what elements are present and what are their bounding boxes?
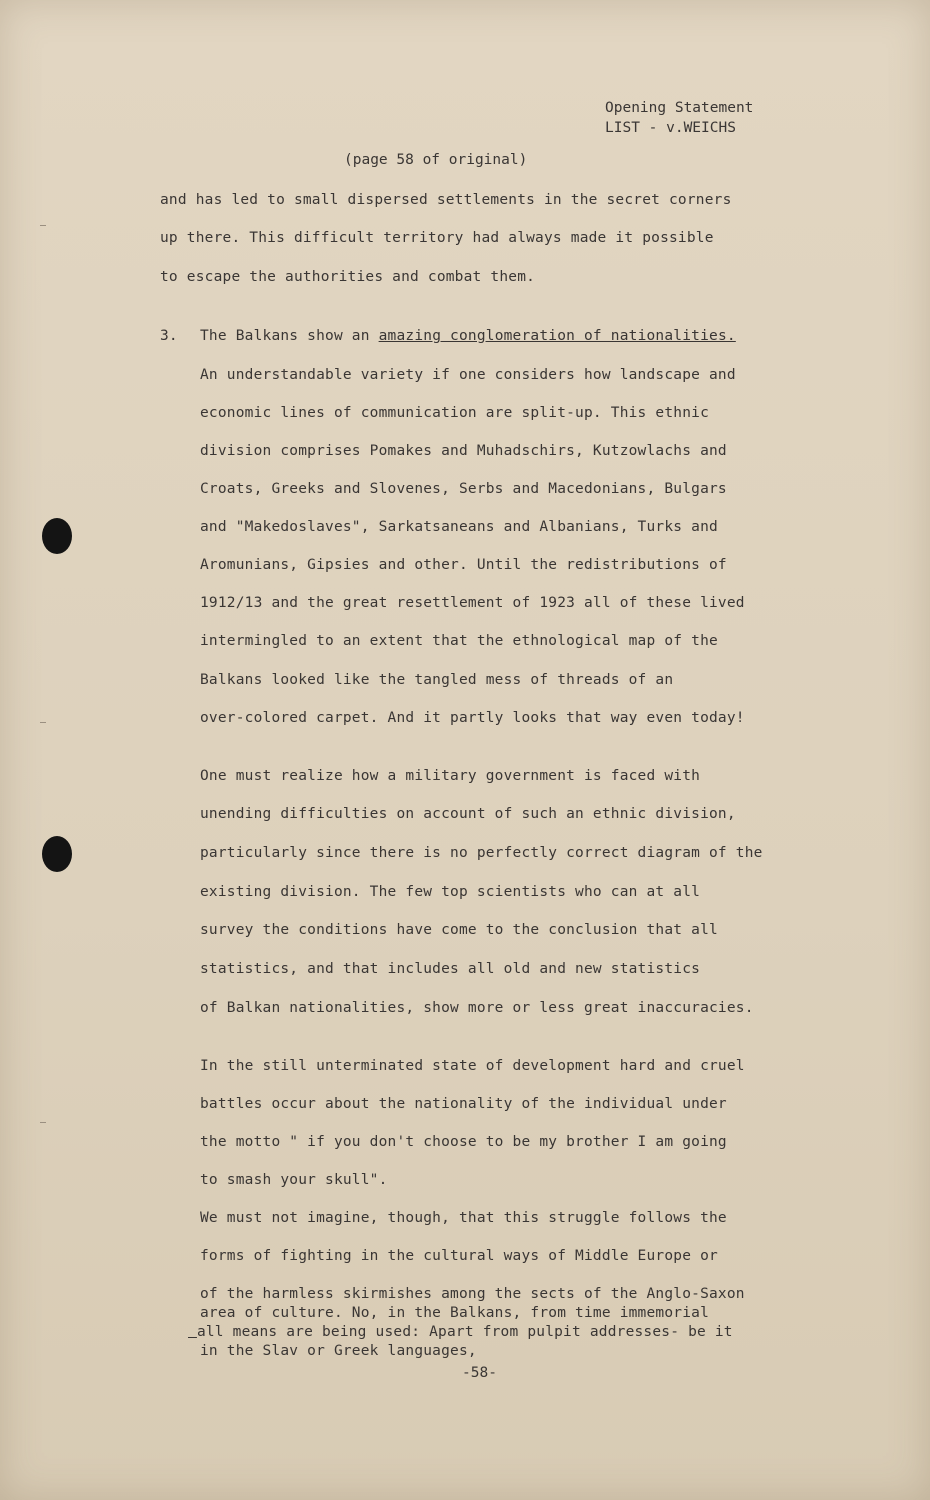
text-line: in the Slav or Greek languages, [200, 1343, 477, 1359]
page-number: -58- [462, 1365, 497, 1381]
text-line: of Balkan nationalities, show more or less great inaccuracies. [200, 1000, 754, 1016]
text-line: Aromunians, Gipsies and other. Until the redistributions of [200, 557, 727, 573]
point-heading-underlined: amazing conglomeration of nationalities. [378, 328, 736, 344]
text-line: unending difficulties on account of such an ethnic division, [200, 806, 736, 822]
text-line: In the still unterminated state of development hard and cruel [200, 1058, 745, 1074]
text-line: intermingled to an extent that the ethnological map of the [200, 633, 718, 649]
text-line: We must not imagine, though, that this struggle follows the [200, 1210, 727, 1226]
text-line: survey the conditions have come to the conclusion that all [200, 922, 718, 938]
text-line: An understandable variety if one considers how landscape and [200, 367, 736, 383]
text-line: up there. This difficult territory had always made it possible [160, 230, 714, 246]
text-line: statistics, and that includes all old and new statistics [200, 961, 701, 977]
text-line: of the harmless skirmishes among the sects of the Anglo-Saxon [200, 1286, 745, 1302]
underlined-word [188, 1324, 197, 1340]
punch-hole-bottom [42, 836, 72, 872]
text-line: Balkans looked like the tangled mess of threads of an [200, 672, 674, 688]
text-line: and has led to small dispersed settlements in the secret corners [160, 192, 732, 208]
header-case: LIST - v.WEICHS [605, 120, 736, 136]
text-line [188, 1324, 733, 1340]
margin-mark [40, 1122, 46, 1123]
text-line: existing division. The few top scientists who can at all [200, 884, 701, 900]
page-reference: (page 58 of original) [344, 152, 528, 168]
text-line: One must realize how a military government is faced with [200, 768, 701, 784]
text-line: to escape the authorities and combat them. [160, 269, 536, 285]
text-line: Croats, Greeks and Slovenes, Serbs and Macedonians, Bulgars [200, 481, 727, 497]
point-heading [200, 328, 736, 344]
margin-mark [40, 225, 46, 226]
text-line: battles occur about the nationality of the individual under [200, 1096, 727, 1112]
punch-hole-top [42, 518, 72, 554]
text-line: particularly since there is no perfectly correct diagram of the [200, 845, 763, 861]
margin-mark [40, 722, 46, 723]
document-header [605, 98, 753, 138]
text-line: economic lines of communication are split-up. This ethnic [200, 405, 709, 421]
text-line: forms of fighting in the cultural ways of Middle Europe or [200, 1248, 718, 1264]
text-line-content: all means are being used: Apart from pulpit addresses- be it [196, 1324, 733, 1340]
text-line: to smash your skull". [200, 1172, 388, 1188]
text-line: over-colored carpet. And it partly looks that way even today! [200, 710, 745, 726]
point-number: 3. [160, 328, 178, 344]
point-heading-lead: The Balkans show an [200, 328, 379, 344]
header-title: Opening Statement [605, 100, 754, 116]
text-line: area of culture. No, in the Balkans, from time immemorial [200, 1305, 709, 1321]
text-line: division comprises Pomakes and Muhadschirs, Kutzowlachs and [200, 443, 727, 459]
text-line: 1912/13 and the great resettlement of 1923 all of these lived [200, 595, 745, 611]
text-line: the motto " if you don't choose to be my brother I am going [200, 1134, 727, 1150]
text-line: and "Makedoslaves", Sarkatsaneans and Albanians, Turks and [200, 519, 718, 535]
